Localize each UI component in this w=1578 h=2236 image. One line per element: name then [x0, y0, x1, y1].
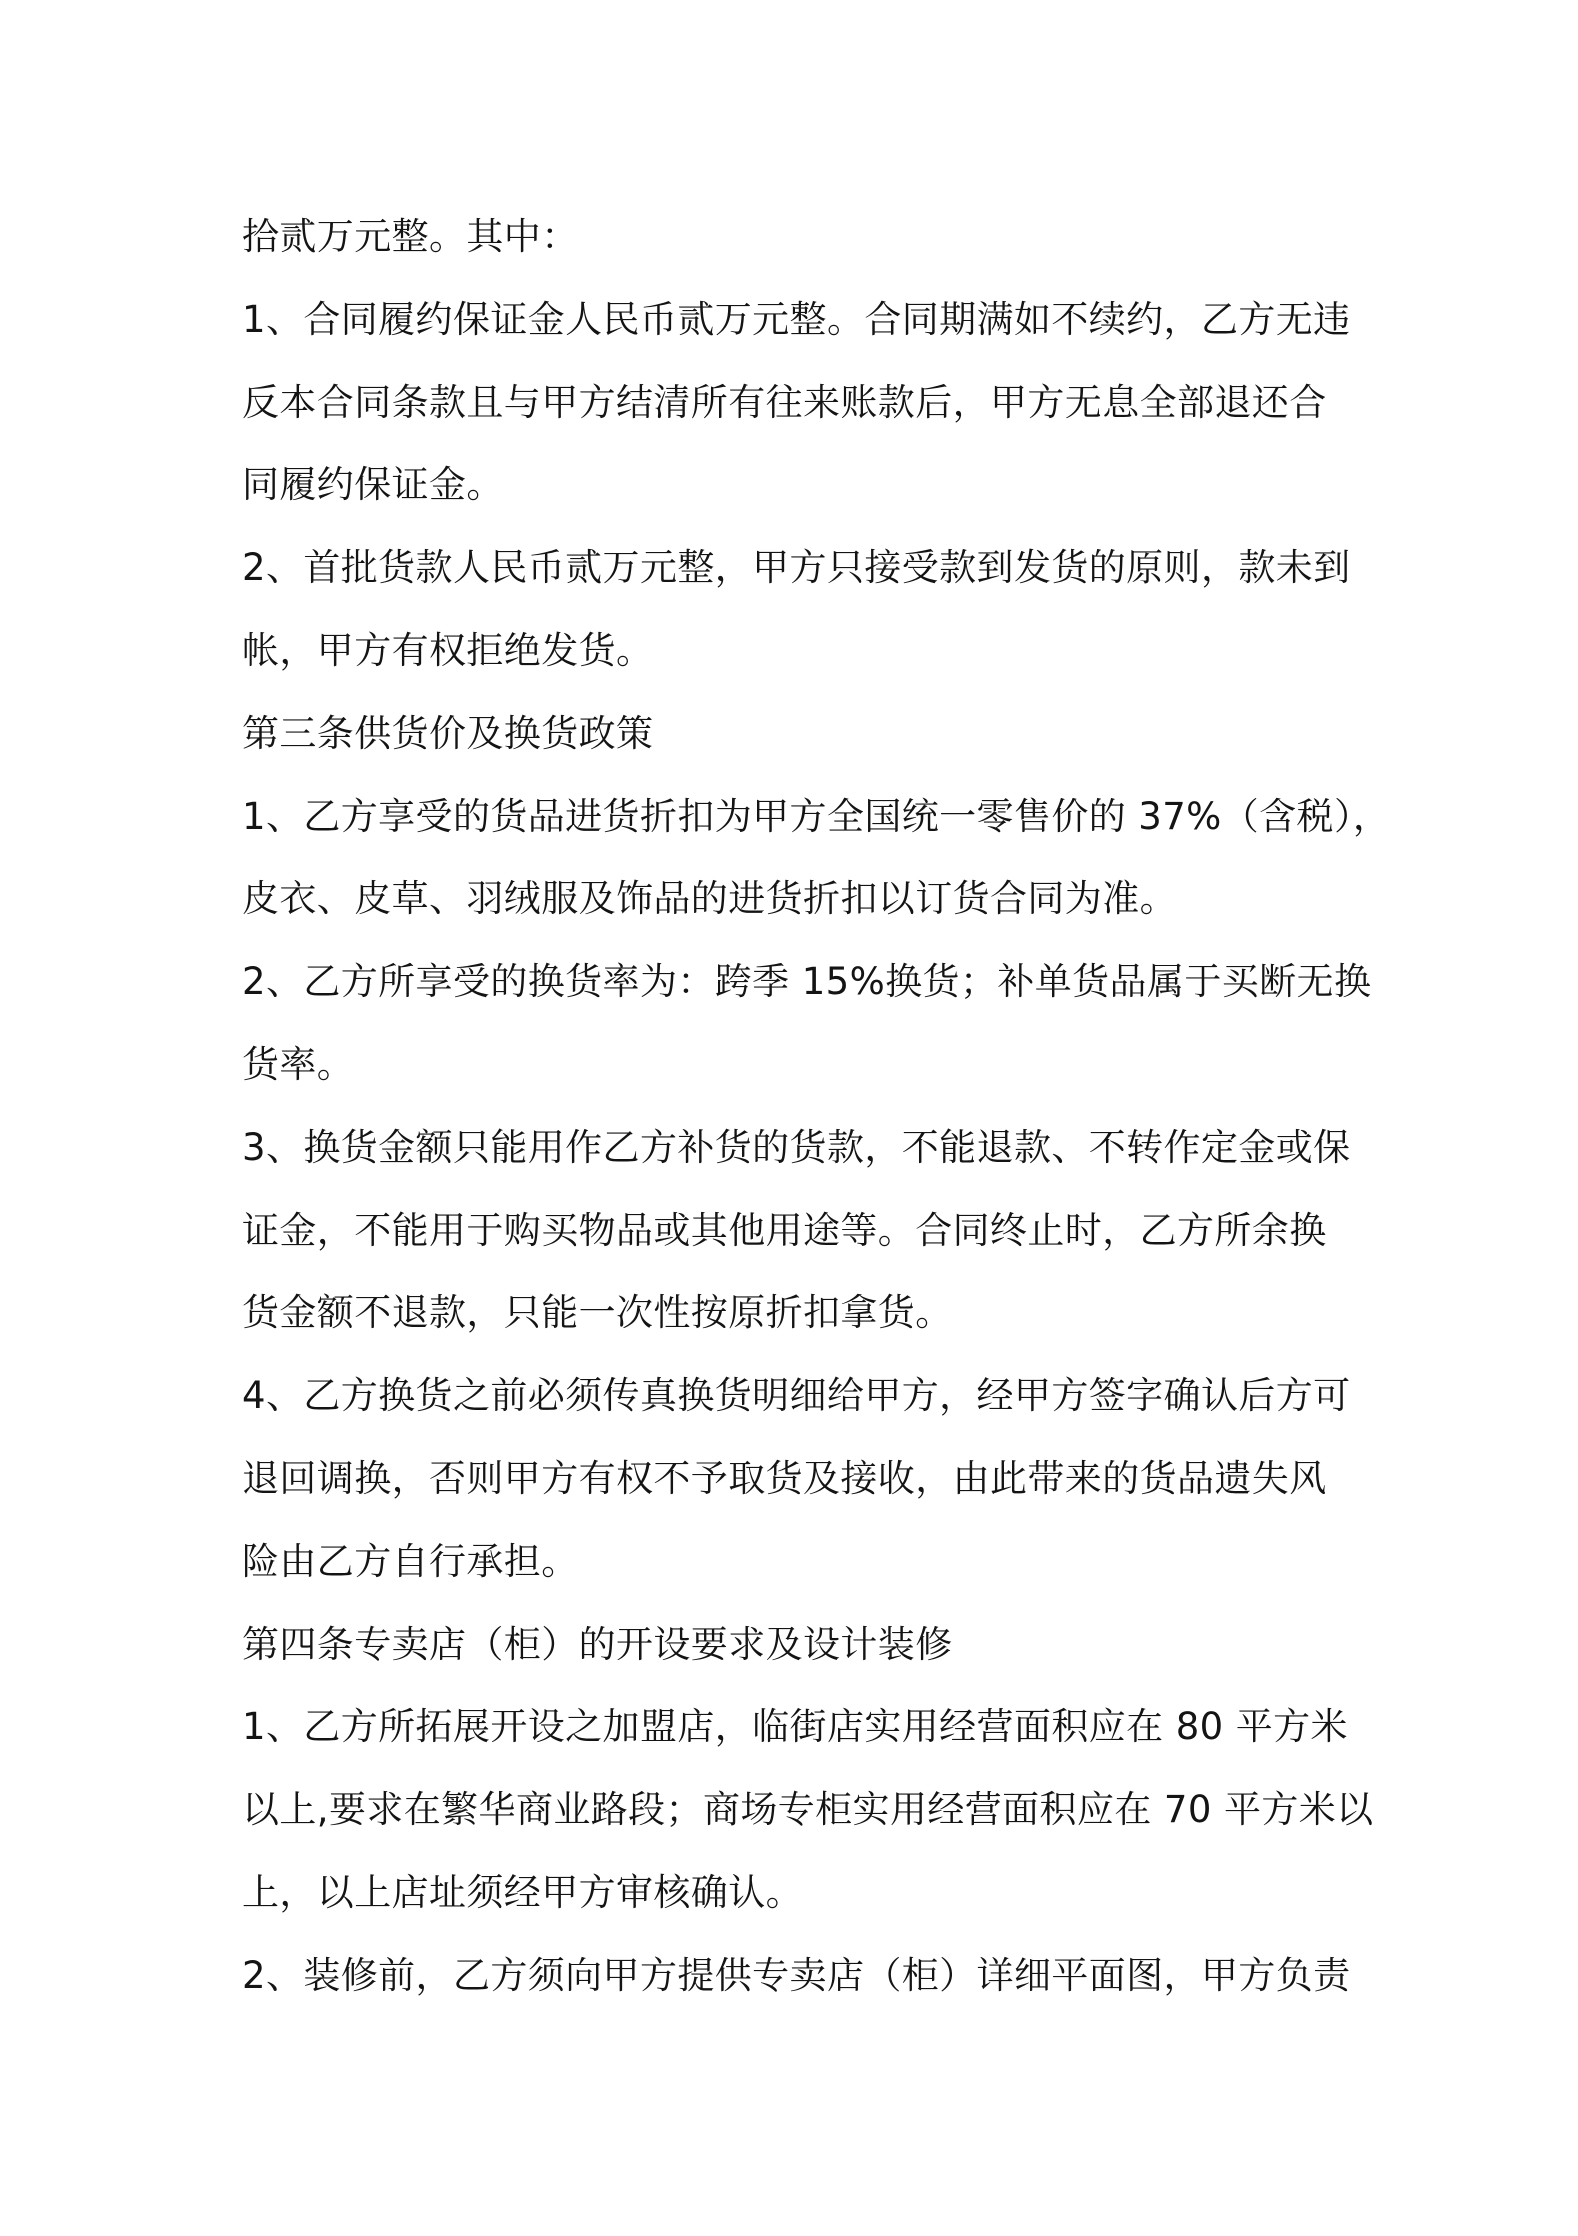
text-line: 皮衣、皮草、羽绒服及饰品的进货折扣以订货合同为准。 [242, 877, 1177, 921]
text-line: 2、首批货款人民币贰万元整，甲方只接受款到发货的原则，款未到 [242, 546, 1351, 590]
text-line: 3、换货金额只能用作乙方补货的货款，不能退款、不转作定金或保 [242, 1125, 1351, 1169]
text-line: 1、乙方享受的货品进货折扣为甲方全国统一零售价的 37%（含税）， [242, 794, 1391, 838]
text-line: 上，以上店址须经甲方审核确认。 [242, 1870, 803, 1914]
text-line: 2、乙方所享受的换货率为：跨季 15%换货；补单货品属于买断无换 [242, 960, 1372, 1004]
text-line: 1、乙方所拓展开设之加盟店，临街店实用经营面积应在 80 平方米 [242, 1705, 1348, 1749]
text-line: 证金，不能用于购买物品或其他用途等。合同终止时，乙方所余换 [242, 1208, 1327, 1252]
text-line: 退回调换，否则甲方有权不予取货及接收，由此带来的货品遗失风 [242, 1456, 1327, 1500]
text-line: 拾贰万元整。其中： [242, 215, 579, 258]
text-line: 反本合同条款且与甲方结清所有往来账款后，甲方无息全部退还合 [242, 380, 1327, 424]
text-line: 货金额不退款，只能一次性按原折扣拿货。 [242, 1291, 953, 1335]
text-line: 以上,要求在繁华商业路段；商场专柜实用经营面积应在 70 平方米以 [242, 1788, 1374, 1832]
section-heading: 第四条专卖店（柜）的开设要求及设计装修 [242, 1622, 953, 1666]
text-line: 险由乙方自行承担。 [242, 1539, 579, 1583]
text-line: 同履约保证金。 [242, 463, 504, 507]
text-line: 2、装修前，乙方须向甲方提供专卖店（柜）详细平面图，甲方负责 [242, 1953, 1351, 1997]
text-line: 4、乙方换货之前必须传真换货明细给甲方，经甲方签字确认后方可 [242, 1374, 1351, 1418]
section-heading: 第三条供货价及换货政策 [242, 711, 654, 755]
document-body [242, 196, 1391, 2018]
text-line: 1、合同履约保证金人民币贰万元整。合同期满如不续约，乙方无违 [242, 297, 1351, 341]
text-line: 货率。 [242, 1042, 355, 1086]
text-line: 帐，甲方有权拒绝发货。 [242, 628, 654, 672]
